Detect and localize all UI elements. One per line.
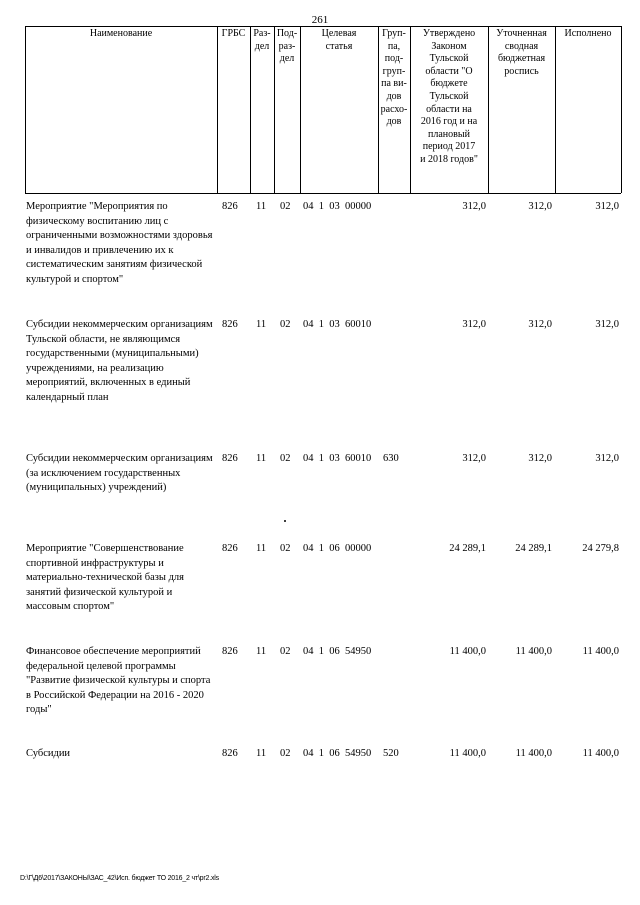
header-executed: Исполнено	[564, 28, 612, 39]
header-razdel: Раз- дел	[253, 28, 271, 52]
row-podrazdel: 02	[280, 646, 291, 657]
row-executed: 312,0	[595, 453, 619, 464]
row-razdel: 11	[256, 453, 267, 464]
header-name: Наименование	[89, 28, 153, 39]
page-number: 261	[311, 14, 329, 26]
row-refined: 11 400,0	[515, 646, 552, 657]
row-target: 04 1 03 00000	[303, 201, 372, 212]
col-divider	[217, 26, 218, 193]
row-grbs: 826	[222, 453, 238, 464]
row-podrazdel: 02	[280, 748, 291, 759]
header-bottom-line	[25, 193, 621, 194]
row-name: Субсидии	[26, 748, 71, 759]
row-target: 04 1 06 54950	[303, 646, 372, 657]
row-target: 04 1 03 60010	[303, 319, 372, 330]
row-podrazdel: 02	[280, 543, 291, 554]
row-target: 04 1 03 60010	[303, 453, 372, 464]
row-grbs: 826	[222, 201, 238, 212]
row-name: Мероприятие "Совершенствование спортивной инфраструктуры и материально-технической базы для занятий физической культурой и массовым спортом"	[26, 543, 184, 613]
row-approved: 312,0	[462, 453, 486, 464]
row-grbs: 826	[222, 319, 238, 330]
header-grbs: ГРБС	[221, 28, 246, 39]
row-refined: 24 289,1	[515, 543, 552, 554]
row-group: 630	[383, 453, 399, 464]
header-group: Груп- па, под- груп- па ви- дов расхо- дов	[380, 28, 408, 128]
row-target: 04 1 06 00000	[303, 543, 372, 554]
row-podrazdel: 02	[280, 453, 291, 464]
row-refined: 312,0	[528, 453, 552, 464]
row-executed: 312,0	[595, 319, 619, 330]
row-group: 520	[383, 748, 399, 759]
header-podrazdel: Под- раз- дел	[276, 28, 298, 65]
row-razdel: 11	[256, 646, 267, 657]
header-approved: Утверждено Законом Тульской области "О бюджете Тульской области на 2016 год и на плановый период 2017 и 2018 годов"	[420, 28, 478, 165]
row-approved: 11 400,0	[449, 748, 486, 759]
row-grbs: 826	[222, 646, 238, 657]
row-podrazdel: 02	[280, 201, 291, 212]
row-podrazdel: 02	[280, 319, 291, 330]
row-razdel: 11	[256, 543, 267, 554]
row-executed: 24 279,8	[582, 543, 619, 554]
row-grbs: 826	[222, 543, 238, 554]
row-razdel: 11	[256, 748, 267, 759]
col-divider	[621, 26, 622, 193]
row-grbs: 826	[222, 748, 238, 759]
row-razdel: 11	[256, 319, 267, 330]
row-name: Мероприятие "Мероприятия по физическому воспитанию лиц с ограниченными возможностями здоровья и инвалидов и привлечению их к систематическим занятиям физической культурой и спортом"	[26, 201, 213, 285]
row-refined: 312,0	[528, 201, 552, 212]
scan-speck	[284, 520, 286, 522]
row-target: 04 1 06 54950	[303, 748, 372, 759]
header-refined: Уточненная сводная бюджетная роспись	[496, 28, 547, 77]
header-target: Целевая статья	[321, 28, 357, 52]
row-approved: 24 289,1	[449, 543, 486, 554]
row-name: Финансовое обеспечение мероприятий федеральной целевой программы "Развитие физической культуры и спорта в Российской Федерации на 2016 - 2020 годы"	[26, 646, 211, 716]
row-name: Субсидии некоммерческим организациям (за исключением государственных (муниципальных) учреждений)	[26, 453, 213, 494]
row-executed: 11 400,0	[582, 748, 619, 759]
col-divider	[555, 26, 556, 193]
row-name: Субсидии некоммерческим организациям Тульской области, не являющимся государственными (муниципальными) учреждениями, на реализацию мероприятий, включенных в единый календарный план	[26, 319, 213, 403]
row-refined: 312,0	[528, 319, 552, 330]
col-divider	[25, 26, 26, 193]
file-path-footer: D:\Г\Д6\2017\ЗАКОНЫ\ЗАС_42\Исп. бюджет ТО 2016_2 чт\pr2.xls	[20, 875, 219, 882]
row-approved: 312,0	[462, 319, 486, 330]
header-top-line	[25, 26, 621, 27]
row-approved: 11 400,0	[449, 646, 486, 657]
row-executed: 11 400,0	[582, 646, 619, 657]
row-razdel: 11	[256, 201, 267, 212]
row-approved: 312,0	[462, 201, 486, 212]
row-executed: 312,0	[595, 201, 619, 212]
row-refined: 11 400,0	[515, 748, 552, 759]
